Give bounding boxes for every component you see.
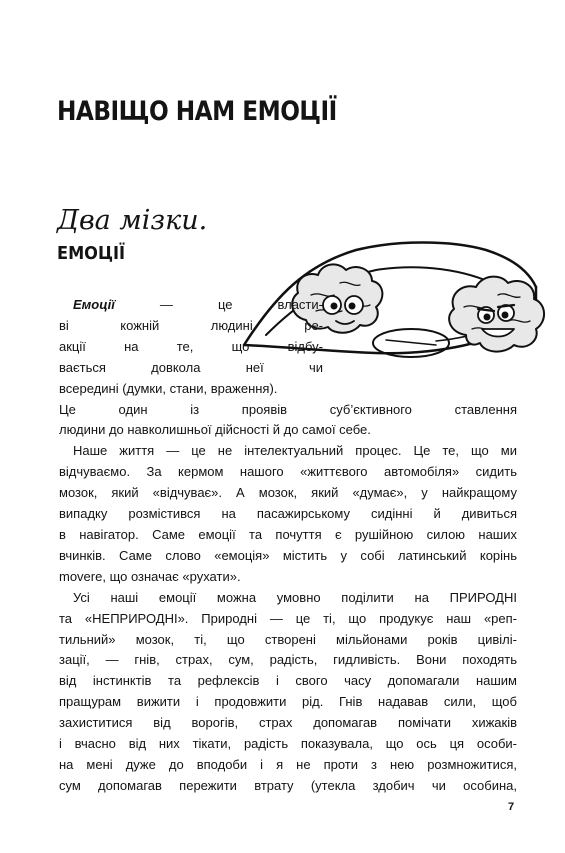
paragraph-natural-emotions: Усі наші емоції можна умовно поділити на ПРИРОДНІ та «НЕПРИРОДНІ». Природні — це ті, що продукує наш «реп- тильний» мозок, ті, що створені мільйонами років цивілі- зації, — гнів, страх, сум, радість, гидливість. Вони походять від інстинктів та рефлексів і свого часу допомагали нашим пращурам вижити і продовжити рід. Гнів надавав сили, щоб захиститися від ворогів, страх допомагав помічати хижаків і вчасно від них тікати, радість показувала, що ось ця особи- на мені дуже до вподоби і я не проти з нею розмножитися, сум допомагав пережити втрату (утекла здобич чи особина, (59, 589, 517, 793)
paragraph-emotions-definition: Емоції — це власти- ві кожній людині ре- акції на те, що відбу- вається довкола неї чи всередині (думки, стани, враження). Це один із проявів суб’єктивного ставлення людини до навколишньої дійсності й до самої себе. (59, 297, 517, 438)
section-subtitle-script: Два мізки. (57, 205, 208, 236)
page-number: 7 (508, 801, 515, 813)
body-text (59, 295, 517, 797)
paragraph-life-not-intellectual: Наше життя — це не інтелектуальний процес. Це те, що ми відчуваємо. За кермом нашого «життєвого автомобіля» сидить мозок, який «відчуває». А мозок, який «думає», у найкращому випадку розмістився на пасажирському сидінні й дивиться в навігатор. Саме емоції та почуття є рушійною силою наших вчинків. Саме слово «емоція» містить у собі латинський корінь movere, що означає «рухати». (59, 443, 517, 584)
page-title: НАВІЩО НАМ ЕМОЦІЇ (57, 96, 337, 127)
section-subtitle: ЕМОЦІЇ (57, 243, 126, 264)
emotions-term: Емоції (73, 297, 115, 312)
